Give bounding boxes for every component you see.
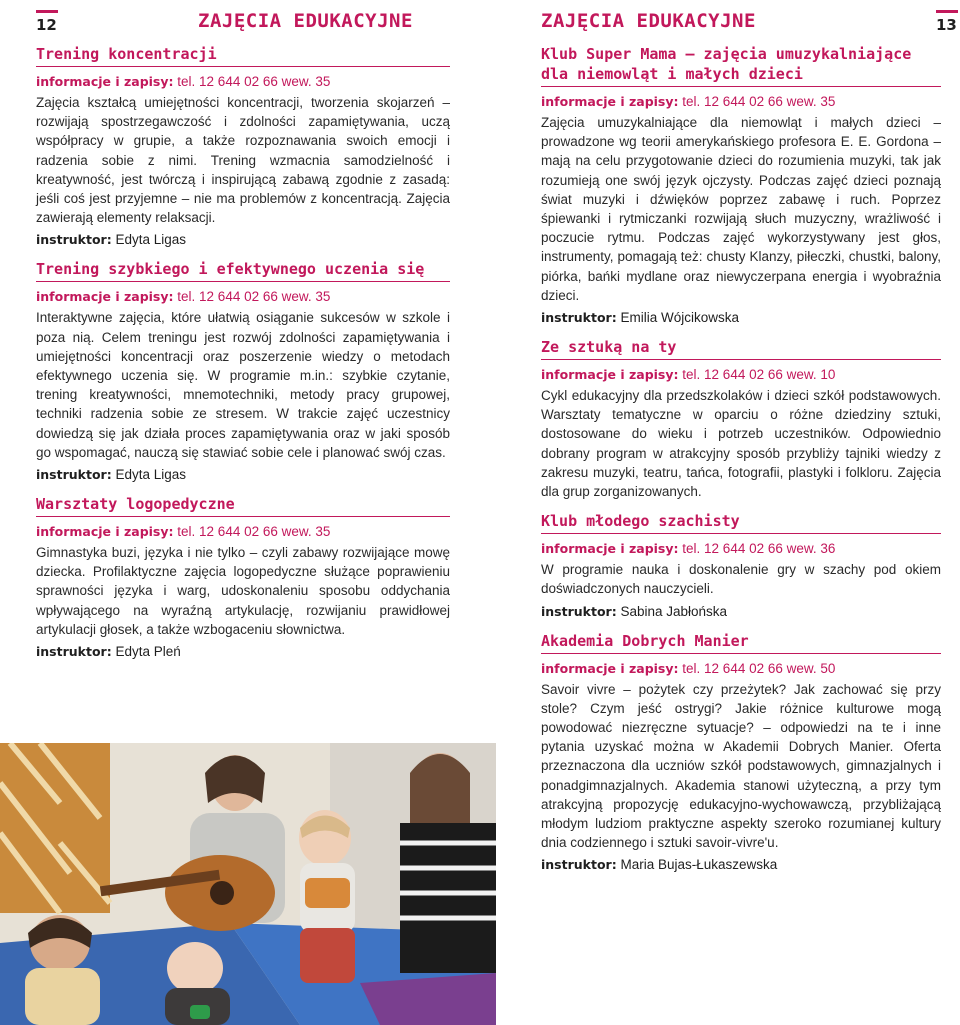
page-number: 12 (36, 10, 57, 34)
section-body: Cykl edukacyjny dla przedszkolaków i dzieci szkół podstawowych. Warsztaty tematyczne w oparciu o różne dziedziny sztuki, dostosowane do wieku i potrzeb uczestników. Odpowiednio dobrany program w atrakcyjny sposób przybliży tajniki wiedzy z zakresu muzyki, teatru, tańca, fotografii, plastyki i folkloru. Zajęcia dla grup zorganizowanych. (541, 388, 941, 500)
left-column (36, 44, 450, 671)
section-title: Trening szybkiego i efektywnego uczenia się (36, 259, 450, 282)
right-page (480, 0, 960, 1025)
instructor-name: Edyta Pleń (111, 644, 181, 660)
info-label: informacje i zapisy: (36, 524, 174, 540)
info-phone: tel. 12 644 02 66 wew. 35 (173, 74, 331, 89)
page-header-title: ZAJĘCIA EDUKACYJNE (541, 10, 756, 32)
info-line (541, 92, 941, 111)
section-akademia-dobrych-manier (541, 631, 941, 875)
section-body: Zajęcia kształcą umiejętności koncentracji, tworzenia skojarzeń – rozwijają spostrzegawczość i zdolności zapamiętywania, uczą współpracy w grupie, a także rozpoznawania swoich emocji i radzenia sobie z nimi. Trening wzmacnia samodzielność i kreatywność, jest twórczą i inspirującą zabawą zgodnie z zasadą: jeśli coś jest przyjemne – nie ma problemów z koncentracją. Zajęcia zawierają elementy relaksacji. (36, 95, 450, 226)
info-line (36, 287, 450, 306)
instructor-label: instruktor: (36, 467, 112, 483)
section-klub-mlodego-szachisty (541, 511, 941, 620)
info-phone: tel. 12 644 02 66 wew. 35 (173, 524, 331, 540)
section-trening-koncentracji (36, 44, 450, 249)
right-column (541, 44, 941, 884)
right-header (480, 4, 960, 34)
info-phone: tel. 12 644 02 66 wew. 10 (678, 367, 836, 383)
section-body: Gimnastyka buzi, języka i nie tylko – czyli zabawy rozwijające mowę dziecka. Profilaktyczne zajęcia logopedyczne służące poprawieniu sprawności języka i warg, udoskonaleniu sposobu oddychania wpływającego na wyraźną artykulację, rozwijaniu prawidłowej artykulacji głosek, a także wzbogaceniu słownictwa. (36, 545, 450, 637)
instructor-name: Edyta Ligas (111, 232, 186, 248)
instructor-label: instruktor: (541, 857, 617, 873)
info-label: informacje i zapisy: (541, 367, 679, 383)
section-trening-uczenia (36, 259, 450, 484)
section-klub-super-mama (541, 44, 941, 327)
info-label: informacje i zapisy: (36, 74, 174, 89)
info-phone: tel. 12 644 02 66 wew. 35 (678, 94, 836, 109)
section-body: Interaktywne zajęcia, które ułatwią osiąganie sukcesów w szkole i poza nią. Celem treningu jest rozwój zdolności zapamiętywania i umiejętności koncentracji oraz poszerzenie wiedzy o metodach efektywnego uczenia się. W programie m.in.: szybkie czytanie, trening kreatywności, mnemotechniki, metody pracy grupowej, techniki radzenia sobie ze stresem. W trakcie zajęć uczestnicy dowiedzą się jak działa proces zapamiętywania oraz w jaki sposób go wspomagać, nauczą się stawiać sobie cele i planować swój czas. (36, 310, 450, 460)
instructor-line (36, 642, 450, 661)
section-title: Ze sztuką na ty (541, 337, 941, 360)
page-number: 13 (936, 10, 957, 34)
info-line (541, 659, 941, 678)
instructor-label: instruktor: (36, 644, 112, 660)
instructor-label: instruktor: (541, 603, 617, 619)
instructor-name: Maria Bujas-Łukaszewska (616, 857, 778, 873)
instructor-line (541, 308, 941, 327)
info-phone: tel. 12 644 02 66 wew. 50 (678, 660, 836, 676)
info-label: informacje i zapisy: (541, 541, 679, 557)
info-label: informacje i zapisy: (36, 289, 174, 305)
section-body: Savoir vivre – pożytek czy przeżytek? Jak zachować się przy stole? Czym jeść ostrygi? Jakie różnice kulturowe mogą powodować niezręczne sytuacje? – odpowiedzi na te i inne pytania uzyskać można w Akademii Dobrych Manier. Oferta przeznaczona dla uczniów szkół podstawowych, gimnazjalnych i ponadgimnazjalnych. Akademia stanowi użyteczną, a przy tym atrakcyjną propozycję edukacyjno-wychowawczą, przybliżającą młodym ludziom praktyczne aspekty szeroko rozumianej kultury dnia codziennego i sztuki savoir-vivre'u. (541, 681, 941, 851)
section-body: W programie nauka i doskonalenie gry w szachy pod okiem doświadczonych nauczycieli. (541, 562, 941, 597)
section-warsztaty-logopedyczne (36, 494, 450, 661)
info-label: informacje i zapisy: (541, 94, 679, 109)
instructor-label: instruktor: (36, 232, 112, 248)
instructor-line (541, 602, 941, 621)
info-line (541, 365, 941, 384)
class-photo (0, 743, 496, 1025)
section-title: Warsztaty logopedyczne (36, 494, 450, 517)
instructor-line (36, 230, 450, 249)
class-photo-illustration (0, 743, 496, 1025)
instructor-name: Emilia Wójcikowska (616, 310, 739, 326)
instructor-label: instruktor: (541, 310, 617, 326)
section-body: Zajęcia umuzykalniające dla niemowląt i małych dzieci – prowadzone wg teorii amerykańskiego profesora E. E. Gordona – mają na celu przygotowanie dzieci do rozumienia muzyki, tak jak rozumieją one swój język ojczysty. Podczas zajęć dzieci poznają świat muzyki i dźwięków poprzez zabawę i ruch. Poprzez śpiewanki i rytmiczanki rozwijają słuch muzyczny, wrażliwość i poczucie rytmu. Podczas zajęć wykorzystywany jest głos, instrumenty, pomagają też: chusty Klanzy, piłeczki, chustki, balony, piórka, bańki mydlane oraz niewyczerpana energia i wyobraźnia dzieci. (541, 115, 941, 303)
instructor-line (541, 855, 941, 874)
info-line (36, 72, 450, 91)
page-header-title: ZAJĘCIA EDUKACYJNE (198, 10, 413, 32)
section-title: Trening koncentracji (36, 44, 450, 67)
section-title: Klub Super Mama – zajęcia umuzykalniające dla niemowląt i małych dzieci (541, 44, 941, 87)
info-label: informacje i zapisy: (541, 660, 679, 676)
instructor-line (36, 465, 450, 484)
left-header (0, 4, 480, 34)
instructor-name: Sabina Jabłońska (616, 603, 728, 619)
section-title: Akademia Dobrych Manier (541, 631, 941, 654)
info-line (36, 522, 450, 541)
instructor-name: Edyta Ligas (111, 467, 186, 483)
info-line (541, 539, 941, 558)
section-title: Klub młodego szachisty (541, 511, 941, 534)
info-phone: tel. 12 644 02 66 wew. 35 (173, 289, 331, 305)
info-phone: tel. 12 644 02 66 wew. 36 (678, 541, 836, 557)
section-ze-sztuka-na-ty (541, 337, 941, 501)
